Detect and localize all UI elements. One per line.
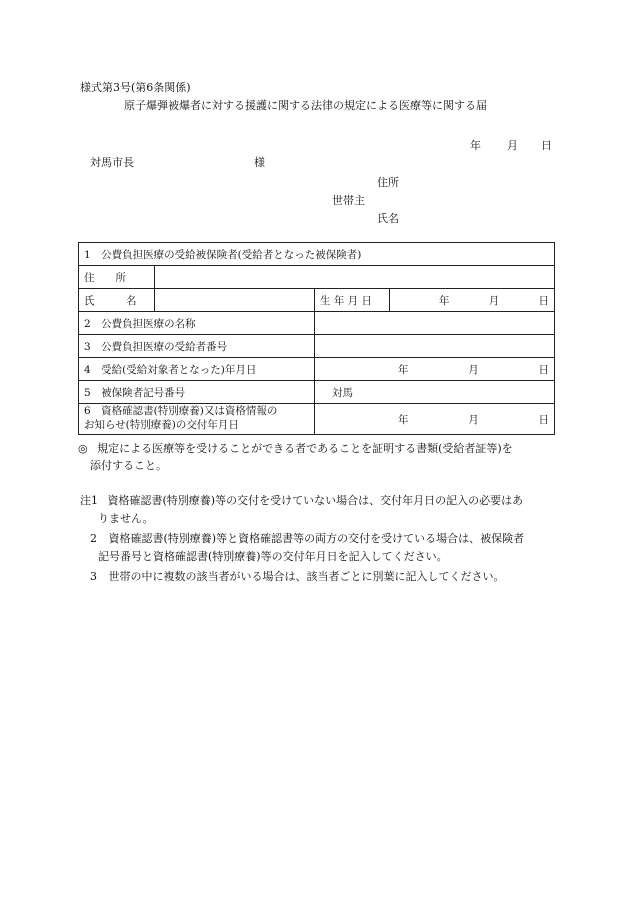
eligibility-date-field[interactable] [315,358,555,381]
applicant-name-label: 氏名 [377,212,399,225]
note-1 [80,492,523,509]
note-2-label: 2 [90,532,97,545]
address-label: 住 所 [79,266,155,289]
eligibility-month-label: 月 [468,363,479,376]
insured-number-prefix: 対馬 [332,386,353,399]
table-row [79,335,555,358]
date-month: 月 [507,139,518,152]
note-1-cont: りません。 [98,512,154,525]
address-field[interactable] [155,266,555,289]
date-year: 年 [470,139,481,152]
table-row [79,404,555,435]
birth-month-label: 月 [488,294,500,307]
addressee-suffix: 様 [254,156,265,169]
note-1-label: 注1 [80,494,98,507]
name-label: 氏 名 [79,289,155,312]
note-2 [90,530,524,547]
birth-day-label: 日 [538,294,549,307]
report-table [78,242,555,435]
table-row [79,381,555,404]
note-2-line1: 資格確認書(特別療養)等と資格確認書等の両方の交付を受けている場合は、被保険者 [108,532,525,545]
note-3 [90,568,505,585]
birth-date-label: 生 年 月 日 [315,289,390,312]
recipient-number-label: 3 公費負担医療の受給者番号 [79,335,315,358]
issue-month-label: 月 [468,413,479,426]
section1-heading: 1 公費負担医療の受給被保険者(受給者となった被保険者) [79,243,555,266]
program-name-label: 2 公費負担医療の名称 [79,312,315,335]
form-number: 様式第3号(第6条関係) [80,81,191,94]
eligibility-year-label: 年 [398,363,409,376]
recipient-number-field[interactable] [315,335,555,358]
form-title: 原子爆弾被爆者に対する援護に関する法律の規定による医療等に関する届 [124,99,487,112]
note-mark: ◎ [78,442,88,455]
table-row [79,358,555,381]
name-field[interactable] [155,289,315,312]
attachment-note-line1: 規定による医療等を受けることができる者であることを証明する書類(受給者証等)を [97,442,513,455]
issue-date-label-line1: 6 資格確認書(特別療養)又は資格情報の [84,405,278,418]
issue-year-label: 年 [398,413,409,426]
issue-day-label: 日 [538,413,549,426]
note-1-line1: 資格確認書(特別療養)等の交付を受けていない場合は、交付年月日の記入の必要はあ [107,494,524,507]
insured-number-field[interactable] [315,381,555,404]
issue-date-label-line2: お知らせ(特別療養)の交付年月日 [84,419,239,431]
program-name-field[interactable] [315,312,555,335]
table-row [79,289,555,312]
issue-date-field[interactable] [315,404,555,435]
date-day: 日 [541,139,552,152]
insured-number-label: 5 被保険者記号番号 [79,381,315,404]
household-head-label: 世帯主 [332,194,365,207]
note-2-cont: 記号番号と資格確認書(特別療養)等の交付年月日を記入してください。 [98,550,448,563]
birth-year-label: 年 [439,294,450,307]
attachment-note-cont: 添付すること。 [90,459,167,472]
eligibility-date-label: 4 受給(受給対象者となった)年月日 [79,358,315,381]
note-3-label: 3 [90,570,97,583]
attachment-note [78,440,513,457]
addressee-name: 対馬市長 [90,156,134,169]
table-row [79,312,555,335]
birth-date-field[interactable] [390,289,555,312]
issue-date-label [79,404,315,435]
table-row [79,243,555,266]
table-row [79,266,555,289]
eligibility-day-label: 日 [538,363,549,376]
note-3-line1: 世帯の中に複数の該当者がいる場合は、該当者ごとに別葉に記入してください。 [108,570,505,583]
applicant-address-label: 住所 [377,176,399,189]
